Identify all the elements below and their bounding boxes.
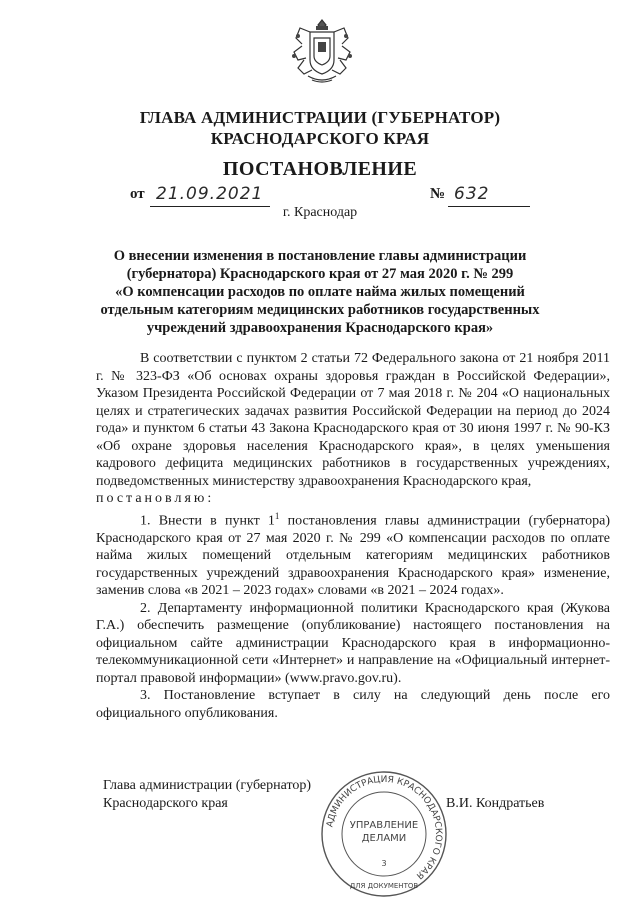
stamp-center-line-2: ДЕЛАМИ: [361, 833, 407, 844]
number-value: 632: [454, 184, 490, 204]
preamble: В соответствии с пунктом 2 статьи 72 Федерального закона от 21 ноября 2011 г. № 323-ФЗ «Об основах охраны здоровья граждан в Российской Федерации», Указом Президента Российской Федерации от 7 мая 2018 г. № 204 «О национальных целях и стратегических задачах развития Российской Федерации на период до 2024 года» и пунктом 6 статьи 43 Закона Краснодарского края от 30 июня 1997 г. № 90-КЗ «Об охране здоровья населения Краснодарского края», в целях уменьшения кадрового дефицита медицинских работников в государственных учреждениях, подведомственных министерству здравоохранения Краснодарского края,: [96, 351, 610, 489]
city: г. Краснодар: [282, 205, 358, 220]
coat-of-arms-icon: [282, 16, 362, 86]
item-2: 2. Департаменту информационной политики Краснодарского края (Жукова Г.А.) обеспечить размещение (опубликование) настоящего постановления на официальном сайте администрации Краснодарского края в информационно-телекоммуникационной сети «Интернет» и направление на «Официальный интернет-портал правовой информации» (www.pravo.gov.ru).: [96, 600, 610, 686]
authority-line-2: КРАСНОДАРСКОГО КРАЯ: [210, 129, 430, 148]
decree-word: постановляю:: [96, 491, 215, 506]
item-3: 3. Постановление вступает в силу на следующий день после его официального опубликования.: [96, 688, 610, 721]
stamp-ring-text: АДМИНИСТРАЦИЯ КРАСНОДАРСКОГО КРАЯ: [325, 774, 444, 881]
stamp-bottom-text: ДЛЯ ДОКУМЕНТОВ: [349, 882, 419, 890]
date-field: [150, 186, 270, 207]
title-line-2: (губернатора) Краснодарского края от 27 мая 2020 г. № 299: [126, 266, 514, 282]
document-type: ПОСТАНОВЛЕНИЕ: [222, 158, 418, 180]
document-title: [80, 247, 560, 337]
title-line-3: «О компенсации расходов по оплате найма жилых помещений: [115, 284, 525, 300]
official-stamp: [318, 768, 450, 900]
stamp-center-line-1: УПРАВЛЕНИЕ: [349, 820, 419, 831]
authority-line-1: ГЛАВА АДМИНИСТРАЦИИ (ГУБЕРНАТОР): [139, 108, 501, 127]
signatory-name: В.И. Кондратьев: [446, 796, 545, 811]
date-prefix: от: [130, 186, 145, 202]
number-field: [448, 186, 530, 207]
date-value: 21.09.2021: [156, 184, 264, 204]
signature-position: [103, 777, 311, 813]
position-line-2: Краснодарского края: [103, 796, 228, 811]
issuing-authority: [0, 107, 640, 149]
stamp-number: 3: [381, 859, 387, 868]
item-1: 1. Внести в пункт $1^1$ постановления главы администрации (губернатора) Краснодарского края от 27 мая 2020 г. № 299 «О компенсации расходов по оплате найма жилых помещений отдельным категориям медицинских работников государственных учреждений здравоохранения Краснодарского края» изменение, заменив слова «в 2021 – 2023 годах» словами «в 2021 – 2024 годах».: [96, 510, 610, 599]
title-line-1: О внесении изменения в постановление главы администрации: [113, 248, 527, 264]
title-line-5: учреждений здравоохранения Краснодарского края»: [146, 320, 494, 336]
title-line-4: отдельным категориям медицинских работников государственных: [100, 302, 540, 318]
document-body: [96, 350, 610, 722]
position-line-1: Глава администрации (губернатор): [103, 778, 312, 793]
number-prefix: №: [430, 186, 446, 202]
